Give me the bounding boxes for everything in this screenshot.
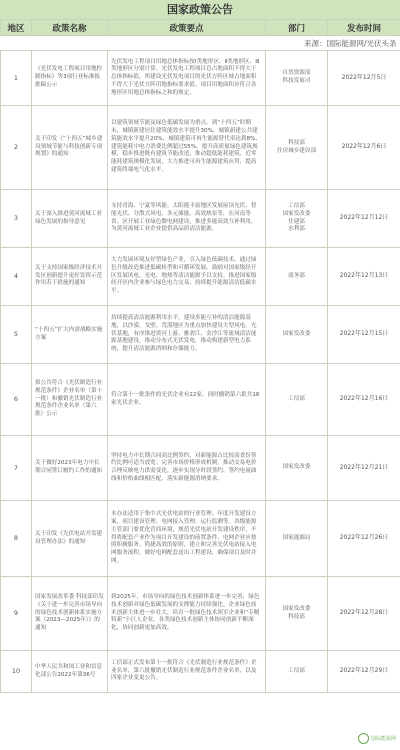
header-name: 政策名称 xyxy=(32,20,108,36)
policy-dept: 国家发改委 xyxy=(266,306,328,364)
policy-name: 国家发展改革委 科技部印发《关于进一步完善市场导向的绿色技术创新体系实施方案（2023—2025年）》的通知 xyxy=(32,577,108,651)
row-index: 7 xyxy=(1,436,32,501)
policy-date: 2022年12月26日 xyxy=(328,501,400,577)
policy-dept: 国家发改委 科技部 xyxy=(266,577,328,651)
policy-dept: 工信部 xyxy=(266,364,328,436)
header-points: 政策要点 xyxy=(108,20,266,36)
header-date: 发布时间 xyxy=(328,20,400,36)
table-row xyxy=(1,306,400,364)
table-row xyxy=(1,106,400,190)
policy-dept: 国家能源局 xyxy=(266,501,328,577)
policy-name: 关于印发《光伏电站开发建设管理办法》的通知 xyxy=(32,501,108,577)
policy-dept: 科技部 住房城乡建设部 xyxy=(266,106,328,190)
source-row xyxy=(1,36,400,51)
header-index: 地区 xyxy=(1,20,32,36)
source-text: 来源：国际能源网/光伏头条 xyxy=(1,36,400,51)
policy-date: 2022年12月12日 xyxy=(328,190,400,248)
policy-date: 2022年12月28日 xyxy=(328,577,400,651)
table-row xyxy=(1,436,400,501)
table-row xyxy=(1,190,400,248)
policy-points: 符合第十一批条件的光伏企业有22家，同时撤销第六批共16家光伏企业。 xyxy=(108,364,266,436)
policy-dept: 商务部 xyxy=(266,248,328,306)
watermark-logo-icon xyxy=(358,733,369,744)
policy-name: 关于支持国家级经济技术开发区创新提升更好发挥示范作用若干措施的通知 xyxy=(32,248,108,306)
policy-date: 2022年12月21日 xyxy=(328,436,400,501)
row-index: 9 xyxy=(1,577,32,651)
policy-points: 本办法适用于集中式光伏电站的行业管理。年度开发建设方案、项目建设管理、电网接入管理、运行监测等。各级能源主管部门要优化营商环境，规范光伏电站开发建设秩序，不得将配套产业作为项目开发建设的前置条件。电网企业应按照积极服务、简捷高效的原则，建立和完善光伏电站接入电网服务流程，做好电网配套送出工程建设，确保项目及时并网。 xyxy=(108,501,266,577)
row-index: 3 xyxy=(1,190,32,248)
table-row xyxy=(1,577,400,651)
policy-name: 关于印发《“十四五”城乡建设领域节能与科技创新专项规划》的通知 xyxy=(32,106,108,190)
row-index: 1 xyxy=(1,51,32,106)
policy-points: 坚持电力中长期合同高比例签约，对新能源占比较高省份签约比例可适当放宽。完善市场价格形成机制，推动交易电价合理反映电力供需变化，逐步实现分时段签约、签约电量曲线和价格曲线相匹配，落实新能源消纳要求。 xyxy=(108,436,266,501)
policy-points: 光伏发电工程项目用地总体指标按Ⅰ类地形区、Ⅱ类地形区、Ⅲ类地形区分别计算。光伏发电工程项目总占地面积不得大于总体指标值，所建设光伏发电项目的光伏方阵区域占地面积不得大于光伏方阵用地指标要求值。项目用地面积应符合各地形区用地总体指标之和的规定。 xyxy=(108,51,266,106)
policy-date: 2022年12月29日 xyxy=(328,651,400,693)
policy-name: 关于深入推进黄河流域工业绿色发展的指导意见 xyxy=(32,190,108,248)
row-index: 2 xyxy=(1,106,32,190)
policy-table xyxy=(0,19,400,693)
policy-dept: 自然资源部 科技发展司 xyxy=(266,51,328,106)
table-row xyxy=(1,651,400,693)
policy-date: 2022年12月16日 xyxy=(328,364,400,436)
row-index: 10 xyxy=(1,651,32,693)
policy-points: 到2025年，市场导向的绿色技术创新体系进一步完善，绿色技术创新对绿色低碳发展的支撑能力持续强化。企业绿色技术创新主体进一步壮大，培育一批绿色技术领军企业和“专精特新”小巨人企业，各类绿色技术创新主体协同创新不断深化，协同创新更加高效。 xyxy=(108,577,266,651)
row-index: 4 xyxy=(1,248,32,306)
watermark-text: 国际能源网 xyxy=(370,736,396,742)
policy-date: 2022年12月13日 xyxy=(328,248,400,306)
row-index: 8 xyxy=(1,501,32,577)
table-row xyxy=(1,248,400,306)
policy-date: 2022年12月6日 xyxy=(328,106,400,190)
policy-date: 2022年12月5日 xyxy=(328,51,400,106)
header-dept: 部门 xyxy=(266,20,328,36)
policy-dept: 工信部 国家发改委 住建部 水利部 xyxy=(266,190,328,248)
policy-points: 支持青海、宁夏等风能、太阳能丰富地区发展屋顶光伏、智能光伏、分散式风电、多元储能、高效热泵等，在河南等省、区开展工业绿色微电网建设，推进多能高效互补利用，为黄河流域工业企业提供高品质清洁能源。 xyxy=(108,190,266,248)
policy-date: 2022年12月15日 xyxy=(328,306,400,364)
policy-points: 工信部正式发布第十一批符合《光伏制造行业规范条件》企业名单，第六批撤销光伏制造行业规范条件企业名单，以及四家企业变更公告。 xyxy=(108,651,266,693)
policy-name: 拟公告符合《光伏制造行业规范条件》企业名单（第十一批）和撤销光伏制造行业规范条件企业名单（第六批）公示 xyxy=(32,364,108,436)
watermark xyxy=(356,733,396,747)
policy-points: 持续提高清洁能源利用水平，建设多能互补的清洁能源基地，以沙漠、戈壁、荒漠地区为重点加快建设大型风电、光伏基地，有序推进黄河上游、雅砻江、金沙江等流域清洁能源基地建设，推动分布式光伏发电，推动构建新型电力系统，提升清洁能源消纳和存储能力。 xyxy=(108,306,266,364)
policy-name: “十四五”扩大内需战略实施方案 xyxy=(32,306,108,364)
policy-dept: 工信部 xyxy=(266,651,328,693)
page-title: 国家政策公告 xyxy=(0,0,400,20)
table-row xyxy=(1,501,400,577)
policy-name: 中华人民共和国工业和信息化部公告2022年第36号 xyxy=(32,651,108,693)
policy-dept: 国家发改委 xyxy=(266,436,328,501)
policy-points: 大力发展环境友好型绿色产业，引入绿色低碳技术，通过绿色升级改造推进低碳转型和可循环发展。鼓励对国家级经开区发展风电、光电、地热等清洁能源予以支持。推进国家级经开区内企业参与绿色电力交易，持续提升能源清洁低碳水平。 xyxy=(108,248,266,306)
table-row xyxy=(1,51,400,106)
row-index: 5 xyxy=(1,306,32,364)
header-row xyxy=(1,20,400,36)
table-row xyxy=(1,364,400,436)
row-index: 6 xyxy=(1,364,32,436)
policy-name: 《光伏发电工程项目用地控制指标》等3项行业标准报批稿公示 xyxy=(32,51,108,106)
policy-name: 关于做好2023年电力中长期合同签订履约工作的通知 xyxy=(32,436,108,501)
policy-points: 以建筑领域节能及绿色低碳发展为重点，到“十四五”时期末，城镇新建居住建筑能效水平提升30%，城镇新建公共建筑能效水平提升20%，城镇建筑可再生能源替代率达到8%，建筑能耗中电力消费比例超过55%，提升高质量绿色建筑规模，稳步推进既有建筑节能改造，推动超低能耗建筑、近零能耗建筑规模化发展，大力推进可再生能源建筑应用，提高建筑终端电气化水平。 xyxy=(108,106,266,190)
